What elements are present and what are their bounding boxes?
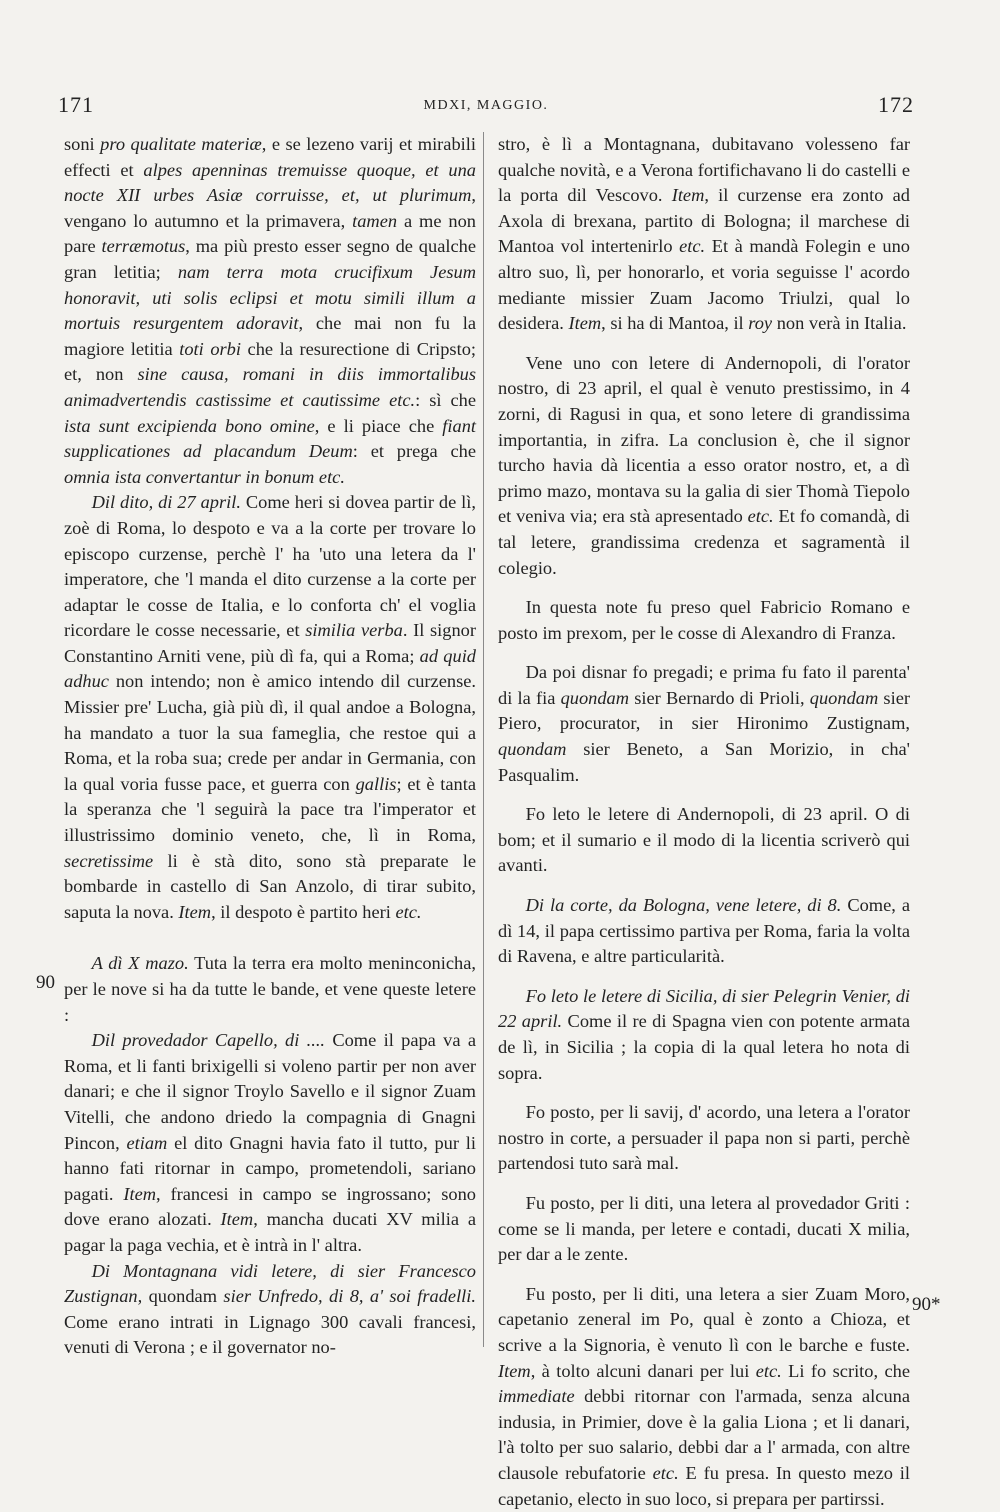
italic-text: nam terra mota crucifixum Jesum honoravit, uti solis eclipsi et motu simili illum a mortuis resurgentem adoravit	[64, 261, 476, 334]
text: ; et è tanta la speranza che 'l seguirà la pace tra l'imperator et illustrissimo dominio veneto, che, lì in Roma,	[64, 773, 476, 846]
text: . Il signor Constantino Arniti vene, più dì fa, qui a Roma;	[64, 620, 476, 666]
italic-text: fiant supplicationes ad placandum Deum	[64, 415, 477, 462]
text: non verà in Italia.	[772, 313, 907, 334]
column-divider	[483, 132, 484, 1347]
italic-text: similia verba	[305, 620, 403, 641]
running-head: MDXI, MAGGIO.	[423, 98, 549, 113]
text: E fu presa. In questo mezo il capetanio, electo in suo loco, si prepara per partirssi.	[498, 1462, 911, 1509]
text: : sì che	[415, 389, 476, 410]
paragraph	[498, 984, 910, 1086]
italic-text: A dì X mazo.	[91, 953, 189, 974]
paragraph	[64, 132, 476, 490]
italic-text: Di Montagnana vidi letere, di sier Francesco Zustignan,	[64, 1260, 476, 1307]
left-column	[64, 132, 476, 1361]
text: , che mai non fu la magiore letitia	[64, 313, 476, 359]
paragraph	[498, 1100, 910, 1177]
paragraph	[64, 951, 476, 1028]
text: Et à mandà Folegin e uno altro suo, lì, per honorarlo, et voria seguisse l' acordo mediante missier Zuam Jacomo Triulzi, qual lo desidera.	[498, 236, 910, 334]
italic-text: Item	[498, 1360, 531, 1381]
italic-text: etc.	[652, 1462, 679, 1483]
paragraph	[498, 893, 910, 970]
italic-text: ad quid adhuc	[64, 645, 476, 692]
text: , il curzense era zonto ad Axola di brexana, partito di Bologna; il marchese di Mantoa vol intertenirlo	[498, 185, 910, 257]
text: Come, a dì 14, il papa certissimo partiva per Roma, faria la volta di Ravena, e altre particularità.	[498, 895, 911, 967]
italic-text: etiam	[126, 1132, 168, 1153]
italic-text: alpes apenninas tremuisse quoque, et una nocte XII urbes Asiæ corruisse, et, ut plurimum	[64, 159, 476, 206]
paragraph	[64, 1028, 476, 1258]
text: li è stà dito, sono stà preparate le bombarde in castello di San Anzolo, di tirar subito, saputa la nova.	[64, 850, 476, 922]
paragraph	[498, 1191, 910, 1268]
text: , si ha di Mantoa, il	[601, 313, 749, 334]
text: In questa note fu preso quel Fabricio Romano e posto im prexom, per le cosse di Alexandro di Franza.	[498, 597, 910, 643]
italic-text: gallis	[355, 773, 397, 794]
text: Fo leto le letere di Andernopoli, di 23 april. O di bom; et il sumario e il modo di la licentia scriverò qui avanti.	[498, 804, 910, 876]
italic-text: Item	[671, 185, 705, 206]
text: Tuta la terra era molto meninconicha, per le nove si ha da tutte le bande, et vene queste letere :	[64, 953, 476, 1025]
italic-text: etc.	[747, 506, 774, 527]
text: soni	[64, 134, 101, 154]
italic-text: quondam	[809, 687, 879, 708]
italic-text: secretissime	[64, 850, 154, 871]
paragraph	[498, 132, 910, 337]
italic-text: Item	[220, 1209, 254, 1230]
paragraph	[498, 1282, 910, 1512]
italic-text: omnia ista convertantur in bonum etc.	[64, 466, 345, 487]
text: Fo posto, per li savij, d' acordo, una letera a l'orator nostro in corte, a persuader il papa non si parti, perchè partendosi tuto sarà mal.	[498, 1102, 910, 1174]
right-column	[498, 132, 910, 1512]
text: , e li piace che	[314, 415, 443, 436]
italic-text: etc.	[679, 236, 706, 257]
text: quondam	[142, 1286, 224, 1307]
text: Vene uno con letere di Andernopoli, di l'orator nostro, di 23 april, el qual è venuto prestissimo, in 4 zorni, di Ragusi in qua, et sono letere di grandissima importantia, in zifra. La conclusion è, che il signor turcho havia dà licentia a esso orator nostro, et, a dì primo mazo, montava su la galia di sier Thomà Tiepolo et veniva via; era stà apresentado	[498, 352, 910, 527]
text: debbi ritornar con l'armada, senza alcuna indusia, in Primier, dove è la galia Liona ; et li danari, l'à tolto per suo salario, debbi dar a l' armada, con altre clausole rebufatorie	[498, 1386, 910, 1483]
italic-text: terræmotus	[101, 236, 186, 257]
text: Li fo scrito, che	[781, 1360, 911, 1381]
margin-number-right: 90*	[912, 1294, 941, 1315]
text: Fu posto, per li diti, una letera a sier Zuam Moro, capetanio zeneral im Po, qual è zonto a Chioza, et scrive a la Signoria, è venuto lì con le barche e fuste.	[498, 1283, 910, 1355]
italic-text: etc.	[755, 1360, 782, 1381]
paragraph	[498, 660, 910, 788]
text: , vengano lo autumno et la primavera,	[64, 185, 476, 231]
text: sier Bernardo di Prioli,	[629, 687, 810, 708]
text: sier Beneto, a San Morizio, in cha' Pasqualim.	[498, 739, 910, 785]
italic-text: Dil dito, di 27 april.	[91, 492, 241, 513]
italic-text: Item	[568, 313, 602, 334]
paragraph	[498, 351, 910, 581]
italic-text: toti orbi	[179, 338, 241, 359]
text: Et fo comandà, di tal letere, grandissima credenza et sagramentà il colegio.	[498, 506, 910, 578]
italic-text: pro qualitate materiæ	[100, 134, 262, 154]
italic-text: Item	[178, 901, 212, 922]
margin-number-left: 90	[36, 972, 55, 993]
text: , mancha ducati XV milia a pagar la paga vechia, et è intrà in l' altra.	[64, 1209, 476, 1255]
paragraph	[498, 595, 910, 646]
text: che la resurectione di Cripsto; et, non	[64, 338, 477, 385]
paragraph	[498, 802, 910, 879]
paragraph	[64, 490, 476, 925]
page-header	[58, 92, 914, 122]
italic-text: etc.	[395, 901, 422, 922]
text: Come heri si dovea partir de lì, zoè di Roma, lo despoto e va a la corte per trovare lo episcopo curzense, perchè l' ha 'uto una letera da l' imperatore, che 'l manda el dito curzense a la corte per adaptar le cosse de Italia, e lo conforta ch' el voglia ricordare le cosse necessarie, et	[64, 492, 476, 641]
text: , il despoto è partito heri	[211, 901, 396, 922]
text: : et prega che	[352, 441, 476, 462]
italic-text: Fo leto le letere di Sicilia, di sier Pelegrin Venier, di 22 april.	[498, 985, 910, 1032]
text: stro, è lì a Montagnana, dubitavano volesseno far qualche novità, e a Verona fortifichavano li do castelli e la porta dil Vescovo.	[498, 134, 910, 206]
text: Come il re di Spagna vien con potente armata de lì, in Sicilia ; la copia di la qual letera ho nota di sopra.	[498, 1011, 910, 1083]
italic-text: immediate	[498, 1386, 575, 1407]
text: , à tolto alcuni danari per lui	[530, 1360, 756, 1381]
italic-text: sier Unfredo, di 8, a' soi fradelli.	[223, 1286, 476, 1307]
italic-text: quondam	[498, 739, 567, 760]
text: Fu posto, per li diti, una letera al provedador Griti : come se li manda, per letere e contadi, ducati X milia, per dar a le zente.	[498, 1192, 910, 1265]
text: el dito Gnagni havia fato il tutto, pur li hanno fati ritornar in campo, prometendoli, sariano pagati.	[64, 1132, 476, 1204]
italic-text: Dil provedador Capello, di ....	[91, 1030, 326, 1051]
page-number-left: 171	[58, 92, 94, 117]
text: sier Piero, procurator, in sier Hironimo Zustignam,	[498, 687, 910, 734]
page-number-right: 172	[878, 92, 914, 117]
italic-text: sine causa, romani in diis immortalibus animadvertendis castissime et cautissime etc.	[64, 364, 476, 410]
text: , francesi in campo se ingrossano; sono dove erano alozati.	[64, 1183, 476, 1230]
italic-text: roy	[748, 313, 773, 334]
text: Da poi disnar fo pregadi; e prima fu fato il parenta' di la fia	[498, 662, 910, 708]
italic-text: tamen	[352, 210, 398, 231]
text: non intendo; non è amico intendo dil curzense. Missier pre' Lucha, già più dì, il qual andoe a Bologna, ha mandato a tuor la sua fameglia, che restoe qui a Roma, et la roba sua; crede per andar in Germania, con la qual voria fusse pace, et guerra con	[64, 671, 476, 794]
text: a me non pare	[64, 210, 477, 257]
paragraph	[64, 1259, 476, 1361]
italic-text: Di la corte, da Bologna, vene letere, di 8.	[525, 895, 842, 916]
text: Come il papa va a Roma, et li fanti brixigelli si voleno partir per non aver danari; e che il signor Troylo Savello e il signor Zuam Vitelli, che andono driedo la compagnia di Gnagni Pincon,	[64, 1030, 477, 1153]
text: , ma più presto esser segno de qualche gran letitia;	[64, 236, 476, 282]
text: Come erano intrati in Lignago 300 cavali francesi, venuti di Verona ; e il governator no-	[64, 1311, 476, 1358]
text: , e se lezeno varij et mirabili effecti et	[64, 134, 476, 180]
italic-text: quondam	[560, 687, 630, 708]
italic-text: Item	[123, 1183, 157, 1204]
italic-text: ista sunt excipienda bono omine	[64, 415, 315, 436]
